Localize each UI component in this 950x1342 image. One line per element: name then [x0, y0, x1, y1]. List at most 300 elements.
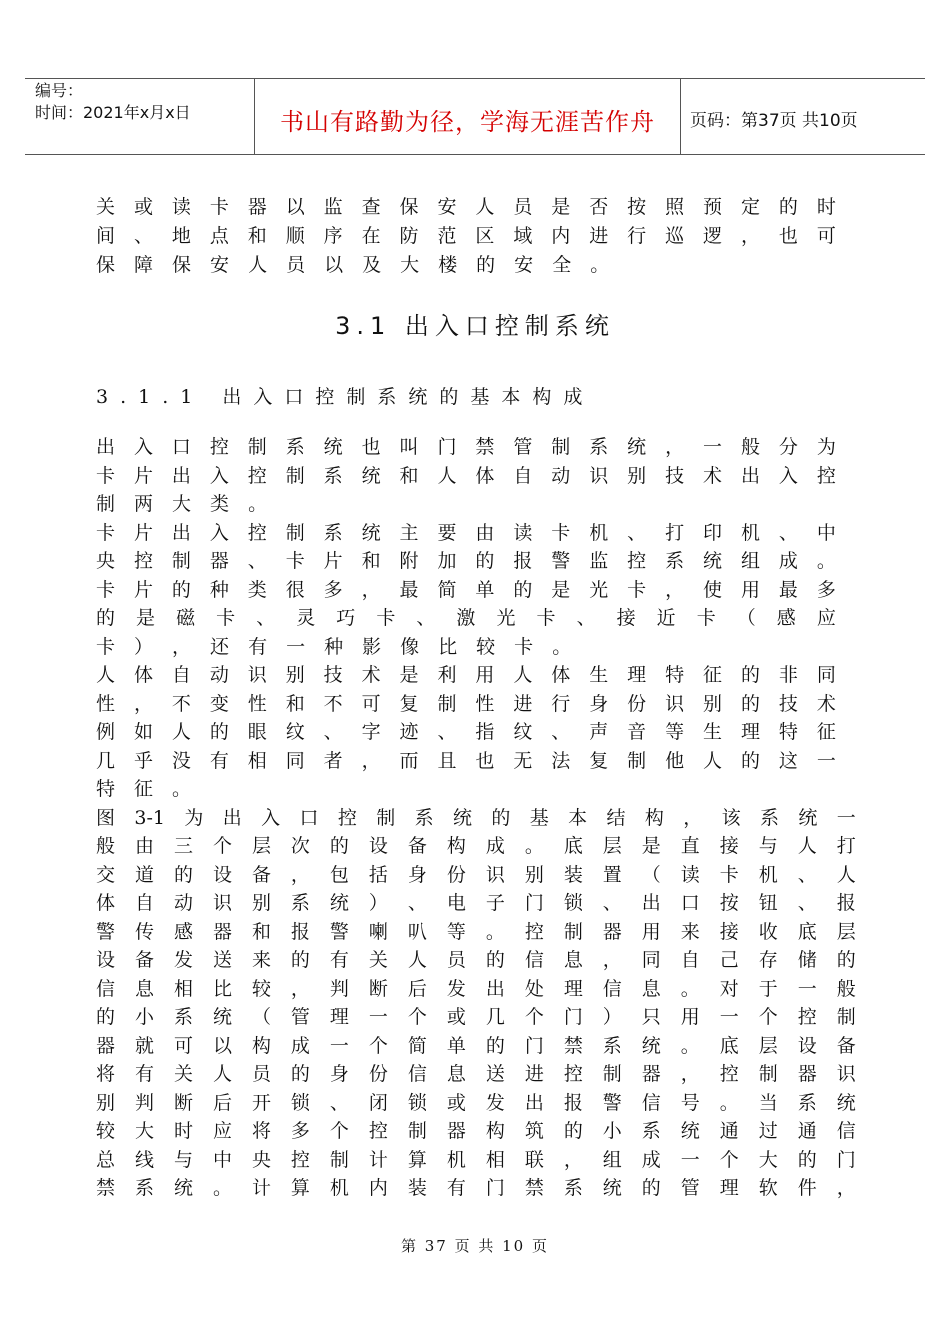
text-line [96, 948, 856, 972]
text-glyph: 人 [212, 1063, 232, 1085]
text-glyph: 员 [286, 254, 306, 276]
text-line [96, 663, 836, 687]
text-glyph: ， [680, 1063, 700, 1085]
text-glyph: 理 [740, 721, 760, 743]
text-glyph: 主 [399, 521, 419, 544]
text-glyph: 、 [551, 721, 571, 743]
text-glyph: 入 [778, 464, 798, 487]
text-glyph: 统 [173, 1177, 193, 1199]
text-glyph: 体 [475, 464, 495, 487]
text-glyph: 分 [778, 436, 798, 458]
text-glyph: 备 [251, 863, 271, 886]
text-glyph: 。 [172, 778, 192, 800]
text-glyph: 照 [665, 196, 685, 218]
text-line [96, 692, 836, 716]
text-glyph: 电 [446, 892, 466, 914]
text-glyph: 性 [475, 692, 495, 715]
text-glyph: 系 [134, 1177, 154, 1199]
text-glyph: 制 [329, 1148, 349, 1171]
text-glyph: 术 [816, 692, 836, 715]
text-glyph: ， [836, 1177, 856, 1199]
text-glyph: 统 [361, 464, 381, 487]
text-glyph: 控 [247, 464, 267, 487]
text-glyph: 统 [641, 1034, 661, 1057]
text-glyph: 控 [133, 550, 153, 572]
text-glyph: 于 [758, 977, 778, 1000]
text-glyph: 制 [758, 1063, 778, 1085]
text-glyph: 器 [96, 1034, 116, 1057]
text-glyph: 巧 [336, 607, 356, 629]
text-glyph: 送 [212, 949, 232, 971]
text-glyph: 统 [329, 892, 349, 914]
text-glyph: 信 [602, 977, 622, 1000]
text-glyph: 传 [134, 920, 154, 943]
text-glyph: 入 [133, 436, 153, 458]
text-glyph: 结 [606, 806, 626, 829]
text-glyph: 门 [524, 892, 544, 914]
text-glyph: 层 [602, 835, 622, 857]
text-glyph: 理 [329, 1006, 349, 1028]
text-glyph: 自 [513, 464, 533, 487]
text-line [96, 435, 836, 459]
text-glyph: 警 [329, 920, 349, 943]
text-glyph: 层 [836, 920, 856, 943]
text-glyph: 乎 [133, 749, 153, 772]
text-glyph: 的 [290, 949, 310, 971]
text-glyph: 份 [446, 863, 466, 886]
text-glyph: 接 [719, 920, 739, 943]
text-glyph: 系 [285, 436, 305, 458]
text-glyph: 本 [568, 806, 588, 829]
text-glyph: 保 [399, 196, 419, 218]
text-glyph: 个 [524, 1006, 544, 1028]
text-glyph: 不 [323, 692, 343, 715]
text-glyph: 机 [446, 1148, 466, 1171]
text-glyph: 系 [323, 521, 343, 544]
text-glyph: 别 [96, 1091, 116, 1114]
text-glyph: 子 [485, 892, 505, 914]
text-glyph: 的 [740, 692, 760, 715]
text-glyph: 备 [836, 1034, 856, 1057]
text-glyph: 信 [407, 1063, 427, 1085]
text-glyph: 器 [797, 1063, 817, 1085]
text-glyph: 音 [627, 721, 647, 743]
text-glyph: 迹 [399, 721, 419, 743]
text-glyph: 、 [576, 607, 596, 629]
text-glyph: 身 [589, 692, 609, 715]
text-glyph: 控 [368, 1120, 388, 1142]
text-glyph: 该 [721, 806, 741, 829]
text-glyph: 动 [173, 892, 193, 914]
text-glyph: 卡 [551, 521, 571, 544]
text-glyph: 人 [836, 863, 856, 886]
text-glyph: 且 [437, 749, 457, 772]
text-glyph: 系 [665, 550, 685, 572]
text-glyph: 识 [212, 892, 232, 914]
text-glyph: 括 [368, 863, 388, 886]
text-glyph: 中 [816, 521, 836, 544]
text-line [96, 1176, 856, 1200]
text-glyph: 制 [563, 920, 583, 943]
text-glyph: 出 [222, 806, 242, 829]
text-glyph: 可 [173, 1034, 193, 1057]
text-glyph: 一 [719, 1006, 739, 1028]
text-glyph: 、 [407, 892, 427, 914]
text-glyph: 征 [816, 721, 836, 743]
text-glyph: 送 [485, 1063, 505, 1085]
text-glyph: 相 [173, 977, 193, 1000]
text-glyph: 控 [816, 464, 836, 487]
header-divider [680, 78, 681, 155]
text-glyph: 大 [758, 1148, 778, 1171]
text-glyph: 成 [778, 550, 798, 572]
text-line [96, 749, 836, 773]
text-glyph: 进 [589, 225, 609, 247]
text-glyph: 置 [602, 863, 622, 886]
text-glyph: 系 [641, 1120, 661, 1142]
text-glyph: 、 [797, 863, 817, 886]
text-glyph: 技 [778, 692, 798, 715]
text-glyph: 发 [173, 949, 193, 971]
text-glyph: 的 [476, 254, 496, 276]
header-top-rule [25, 78, 925, 79]
text-glyph: 计 [251, 1177, 271, 1199]
header-bottom-rule [25, 154, 925, 155]
text-glyph: 读 [513, 521, 533, 544]
text-glyph: 员 [251, 1063, 271, 1085]
text-glyph: 卡 [96, 635, 116, 658]
text-glyph: 口 [299, 806, 319, 829]
text-glyph: 系 [797, 1091, 817, 1114]
text-glyph: 一 [368, 1006, 388, 1028]
text-glyph: 技 [323, 664, 343, 686]
text-glyph: 特 [778, 721, 798, 743]
text-glyph: 别 [251, 892, 271, 914]
text-glyph: 算 [407, 1148, 427, 1171]
text-glyph: 制 [285, 521, 305, 544]
text-glyph: 由 [134, 835, 154, 857]
text-glyph: 。 [590, 254, 610, 276]
text-glyph: 楼 [438, 254, 458, 276]
text-glyph: 人 [703, 749, 723, 772]
page-header [25, 78, 925, 155]
text-glyph: ） [368, 892, 388, 914]
text-glyph: 控 [627, 550, 647, 572]
text-glyph: 多 [290, 1120, 310, 1142]
text-glyph: 为 [816, 436, 836, 458]
text-glyph: 序 [323, 225, 343, 247]
text-glyph: 附 [399, 550, 419, 572]
text-glyph: 一 [836, 806, 856, 829]
text-line [96, 977, 856, 1001]
text-glyph: ， [665, 578, 685, 601]
text-glyph: 器 [602, 920, 622, 943]
text-glyph: 警 [602, 1091, 622, 1114]
text-glyph: 身 [407, 863, 427, 886]
text-glyph: 通 [797, 1120, 817, 1142]
text-glyph: 。 [680, 977, 700, 1000]
text-glyph: ， [361, 749, 381, 772]
text-glyph: 者 [323, 749, 343, 772]
text-glyph: 。 [719, 1091, 739, 1114]
text-glyph: 复 [589, 749, 609, 772]
header-meta [35, 80, 260, 124]
text-glyph: 域 [513, 225, 533, 247]
text-glyph: 入 [209, 521, 229, 544]
text-glyph: 个 [212, 835, 232, 857]
text-glyph: ， [290, 977, 310, 1000]
text-glyph: 安 [437, 196, 457, 218]
text-glyph: 系 [323, 464, 343, 487]
text-glyph: 系 [602, 1034, 622, 1057]
text-glyph: 信 [641, 1091, 661, 1114]
text-glyph: 人 [475, 196, 495, 218]
text-glyph: 门 [485, 1177, 505, 1199]
text-glyph: 及 [362, 254, 382, 276]
text-line [96, 834, 856, 858]
text-glyph: 出 [171, 464, 191, 487]
text-glyph: 控 [247, 521, 267, 544]
text-line [96, 195, 836, 219]
text-glyph: 否 [589, 196, 609, 218]
text-glyph: 号 [680, 1091, 700, 1114]
text-glyph: 全 [552, 254, 572, 276]
text-glyph: 的 [740, 749, 760, 772]
text-glyph: 时 [816, 196, 836, 218]
text-line [96, 1005, 856, 1029]
subsection-title: 3.1.1 出入口控制系统的基本构成 [96, 386, 595, 408]
text-glyph: 成 [485, 835, 505, 857]
text-glyph: 门 [836, 1148, 856, 1171]
text-glyph: 进 [513, 692, 533, 715]
text-glyph: 术 [361, 664, 381, 686]
text-glyph: 人 [513, 664, 533, 686]
text-glyph: 叫 [399, 436, 419, 458]
text-glyph: 。 [485, 920, 505, 943]
text-glyph: 的 [491, 806, 511, 829]
text-glyph: 计 [368, 1148, 388, 1171]
text-glyph: 等 [665, 721, 685, 743]
text-glyph: 、 [437, 721, 457, 743]
text-glyph: 禁 [524, 1177, 544, 1199]
text-glyph: 内 [368, 1177, 388, 1199]
text-glyph: 卡 [96, 464, 116, 487]
text-glyph: 用 [641, 920, 661, 943]
text-glyph: 组 [602, 1148, 622, 1171]
text-glyph: 过 [758, 1120, 778, 1142]
text-glyph: 的 [740, 664, 760, 686]
text-glyph: 种 [324, 635, 344, 658]
text-glyph: 三 [173, 835, 193, 857]
text-glyph: 动 [551, 464, 571, 487]
text-glyph: 息 [563, 949, 583, 971]
text-glyph: ， [665, 436, 685, 458]
text-glyph: 卡 [696, 607, 716, 629]
text-glyph: 识 [589, 464, 609, 487]
text-glyph: 统 [452, 806, 472, 829]
text-glyph: 也 [361, 436, 381, 458]
text-glyph: 通 [719, 1120, 739, 1142]
text-glyph: 成 [641, 1148, 661, 1171]
text-glyph: 出 [524, 1091, 544, 1114]
text-glyph: 控 [797, 1006, 817, 1028]
text-glyph: 统 [361, 521, 381, 544]
text-glyph: 征 [134, 778, 154, 800]
text-line [96, 1062, 856, 1086]
text-glyph: 性 [96, 692, 116, 715]
text-glyph: 信 [524, 949, 544, 971]
text-glyph: 的 [475, 550, 495, 572]
text-glyph: 顺 [285, 225, 305, 247]
text-glyph: 由 [475, 521, 495, 544]
text-glyph: 统 [627, 436, 647, 458]
text-glyph: 断 [173, 1091, 193, 1114]
text-glyph: 来 [251, 949, 271, 971]
text-glyph: 体 [96, 892, 116, 914]
text-glyph: 复 [399, 692, 419, 715]
text-glyph: 统 [836, 1091, 856, 1114]
header-page-info: 页码：第37页 共10页 [690, 111, 858, 131]
text-glyph: 区 [475, 225, 495, 247]
text-glyph: 卡 [96, 521, 116, 544]
text-glyph: 来 [680, 920, 700, 943]
text-glyph: 与 [758, 835, 778, 857]
text-glyph: 人 [171, 721, 191, 743]
text-glyph: 变 [209, 692, 229, 715]
text-line [96, 863, 856, 887]
text-glyph: 预 [703, 196, 723, 218]
text-glyph: 有 [446, 1177, 466, 1199]
text-glyph: 系 [173, 1006, 193, 1028]
text-glyph: 统 [680, 1120, 700, 1142]
text-glyph: （ [736, 607, 756, 629]
text-line [96, 578, 836, 602]
text-line [96, 1034, 856, 1058]
text-glyph: 感 [173, 920, 193, 943]
text-glyph: 防 [399, 225, 419, 247]
text-line [96, 1091, 856, 1115]
text-glyph: 管 [513, 436, 533, 458]
text-glyph: 层 [251, 835, 271, 857]
text-line [96, 920, 856, 944]
text-glyph: 的 [513, 578, 533, 601]
text-glyph: 是 [641, 835, 661, 857]
text-glyph: 和 [399, 464, 419, 487]
text-glyph: 出 [641, 892, 661, 914]
text-glyph: 口 [171, 436, 191, 458]
text-glyph: 出 [171, 521, 191, 544]
text-glyph: 有 [209, 749, 229, 772]
text-glyph: 制 [602, 1063, 622, 1085]
text-glyph: 较 [251, 977, 271, 1000]
text-glyph: 一 [286, 635, 306, 658]
text-glyph: 系 [563, 1177, 583, 1199]
text-glyph: 开 [251, 1091, 271, 1114]
text-glyph: 器 [247, 196, 267, 218]
text-glyph: 系 [290, 892, 310, 914]
text-glyph: 构 [644, 806, 664, 829]
text-glyph: 个 [758, 1006, 778, 1028]
text-glyph: 般 [740, 436, 760, 458]
text-glyph: 是 [399, 664, 419, 686]
text-glyph: ， [602, 949, 622, 971]
text-glyph: 一 [797, 977, 817, 1000]
text-glyph: 的 [171, 578, 191, 601]
text-glyph: 自 [680, 949, 700, 971]
text-glyph: 制 [376, 806, 396, 829]
text-glyph: 门 [437, 436, 457, 458]
text-glyph: 信 [836, 1120, 856, 1142]
text-glyph: 底 [563, 835, 583, 857]
text-glyph: 应 [212, 1120, 232, 1142]
text-glyph: 打 [665, 521, 685, 544]
text-glyph: 锁 [290, 1091, 310, 1114]
text-glyph: 和 [285, 692, 305, 715]
text-glyph: 统 [798, 806, 818, 829]
text-glyph: 理 [627, 664, 647, 686]
text-glyph: 机 [758, 863, 778, 886]
text-glyph: 巡 [665, 225, 685, 247]
text-glyph: 处 [524, 977, 544, 1000]
text-glyph: 只 [641, 1006, 661, 1028]
text-glyph: 。 [552, 635, 572, 658]
text-glyph: 卡 [96, 578, 116, 601]
text-glyph: 组 [740, 550, 760, 572]
text-glyph: 的 [485, 1034, 505, 1057]
text-glyph: 就 [134, 1034, 154, 1057]
text-glyph: 光 [496, 607, 516, 629]
text-glyph: 。 [524, 835, 544, 857]
text-glyph: 读 [171, 196, 191, 218]
text-glyph: 机 [589, 521, 609, 544]
text-glyph: 技 [665, 464, 685, 487]
text-glyph: 和 [247, 225, 267, 247]
text-glyph: 息 [446, 1063, 466, 1085]
text-glyph: 地 [171, 225, 191, 247]
text-glyph: 入 [209, 464, 229, 487]
text-glyph: 多 [323, 578, 343, 601]
text-glyph: 接 [616, 607, 636, 629]
text-glyph: 较 [96, 1120, 116, 1142]
text-glyph: 、 [416, 607, 436, 629]
text-glyph: 制 [551, 436, 571, 458]
text-glyph: 的 [778, 196, 798, 218]
text-glyph: 制 [836, 1006, 856, 1028]
text-glyph: 控 [719, 1063, 739, 1085]
text-glyph: 出 [740, 464, 760, 487]
text-glyph: 份 [627, 692, 647, 715]
text-glyph: 利 [437, 664, 457, 686]
text-glyph: 使 [703, 578, 723, 601]
text-glyph: 。 [248, 493, 268, 515]
text-glyph: 用 [680, 1006, 700, 1028]
text-glyph: 的 [290, 1063, 310, 1085]
text-glyph: 卡 [514, 635, 534, 658]
text-glyph: 卡 [376, 607, 396, 629]
text-glyph: 门 [524, 1034, 544, 1057]
text-glyph: 光 [589, 578, 609, 601]
text-glyph: 、 [323, 721, 343, 743]
text-glyph: 闭 [368, 1091, 388, 1114]
text-glyph: 有 [248, 635, 268, 658]
text-glyph: 人 [96, 664, 116, 686]
text-glyph: 制 [171, 550, 191, 572]
text-glyph: 类 [210, 493, 230, 515]
text-glyph: 的 [563, 1120, 583, 1142]
text-glyph: 、 [778, 521, 798, 544]
text-glyph: 身 [329, 1063, 349, 1085]
text-glyph: 制 [437, 692, 457, 715]
